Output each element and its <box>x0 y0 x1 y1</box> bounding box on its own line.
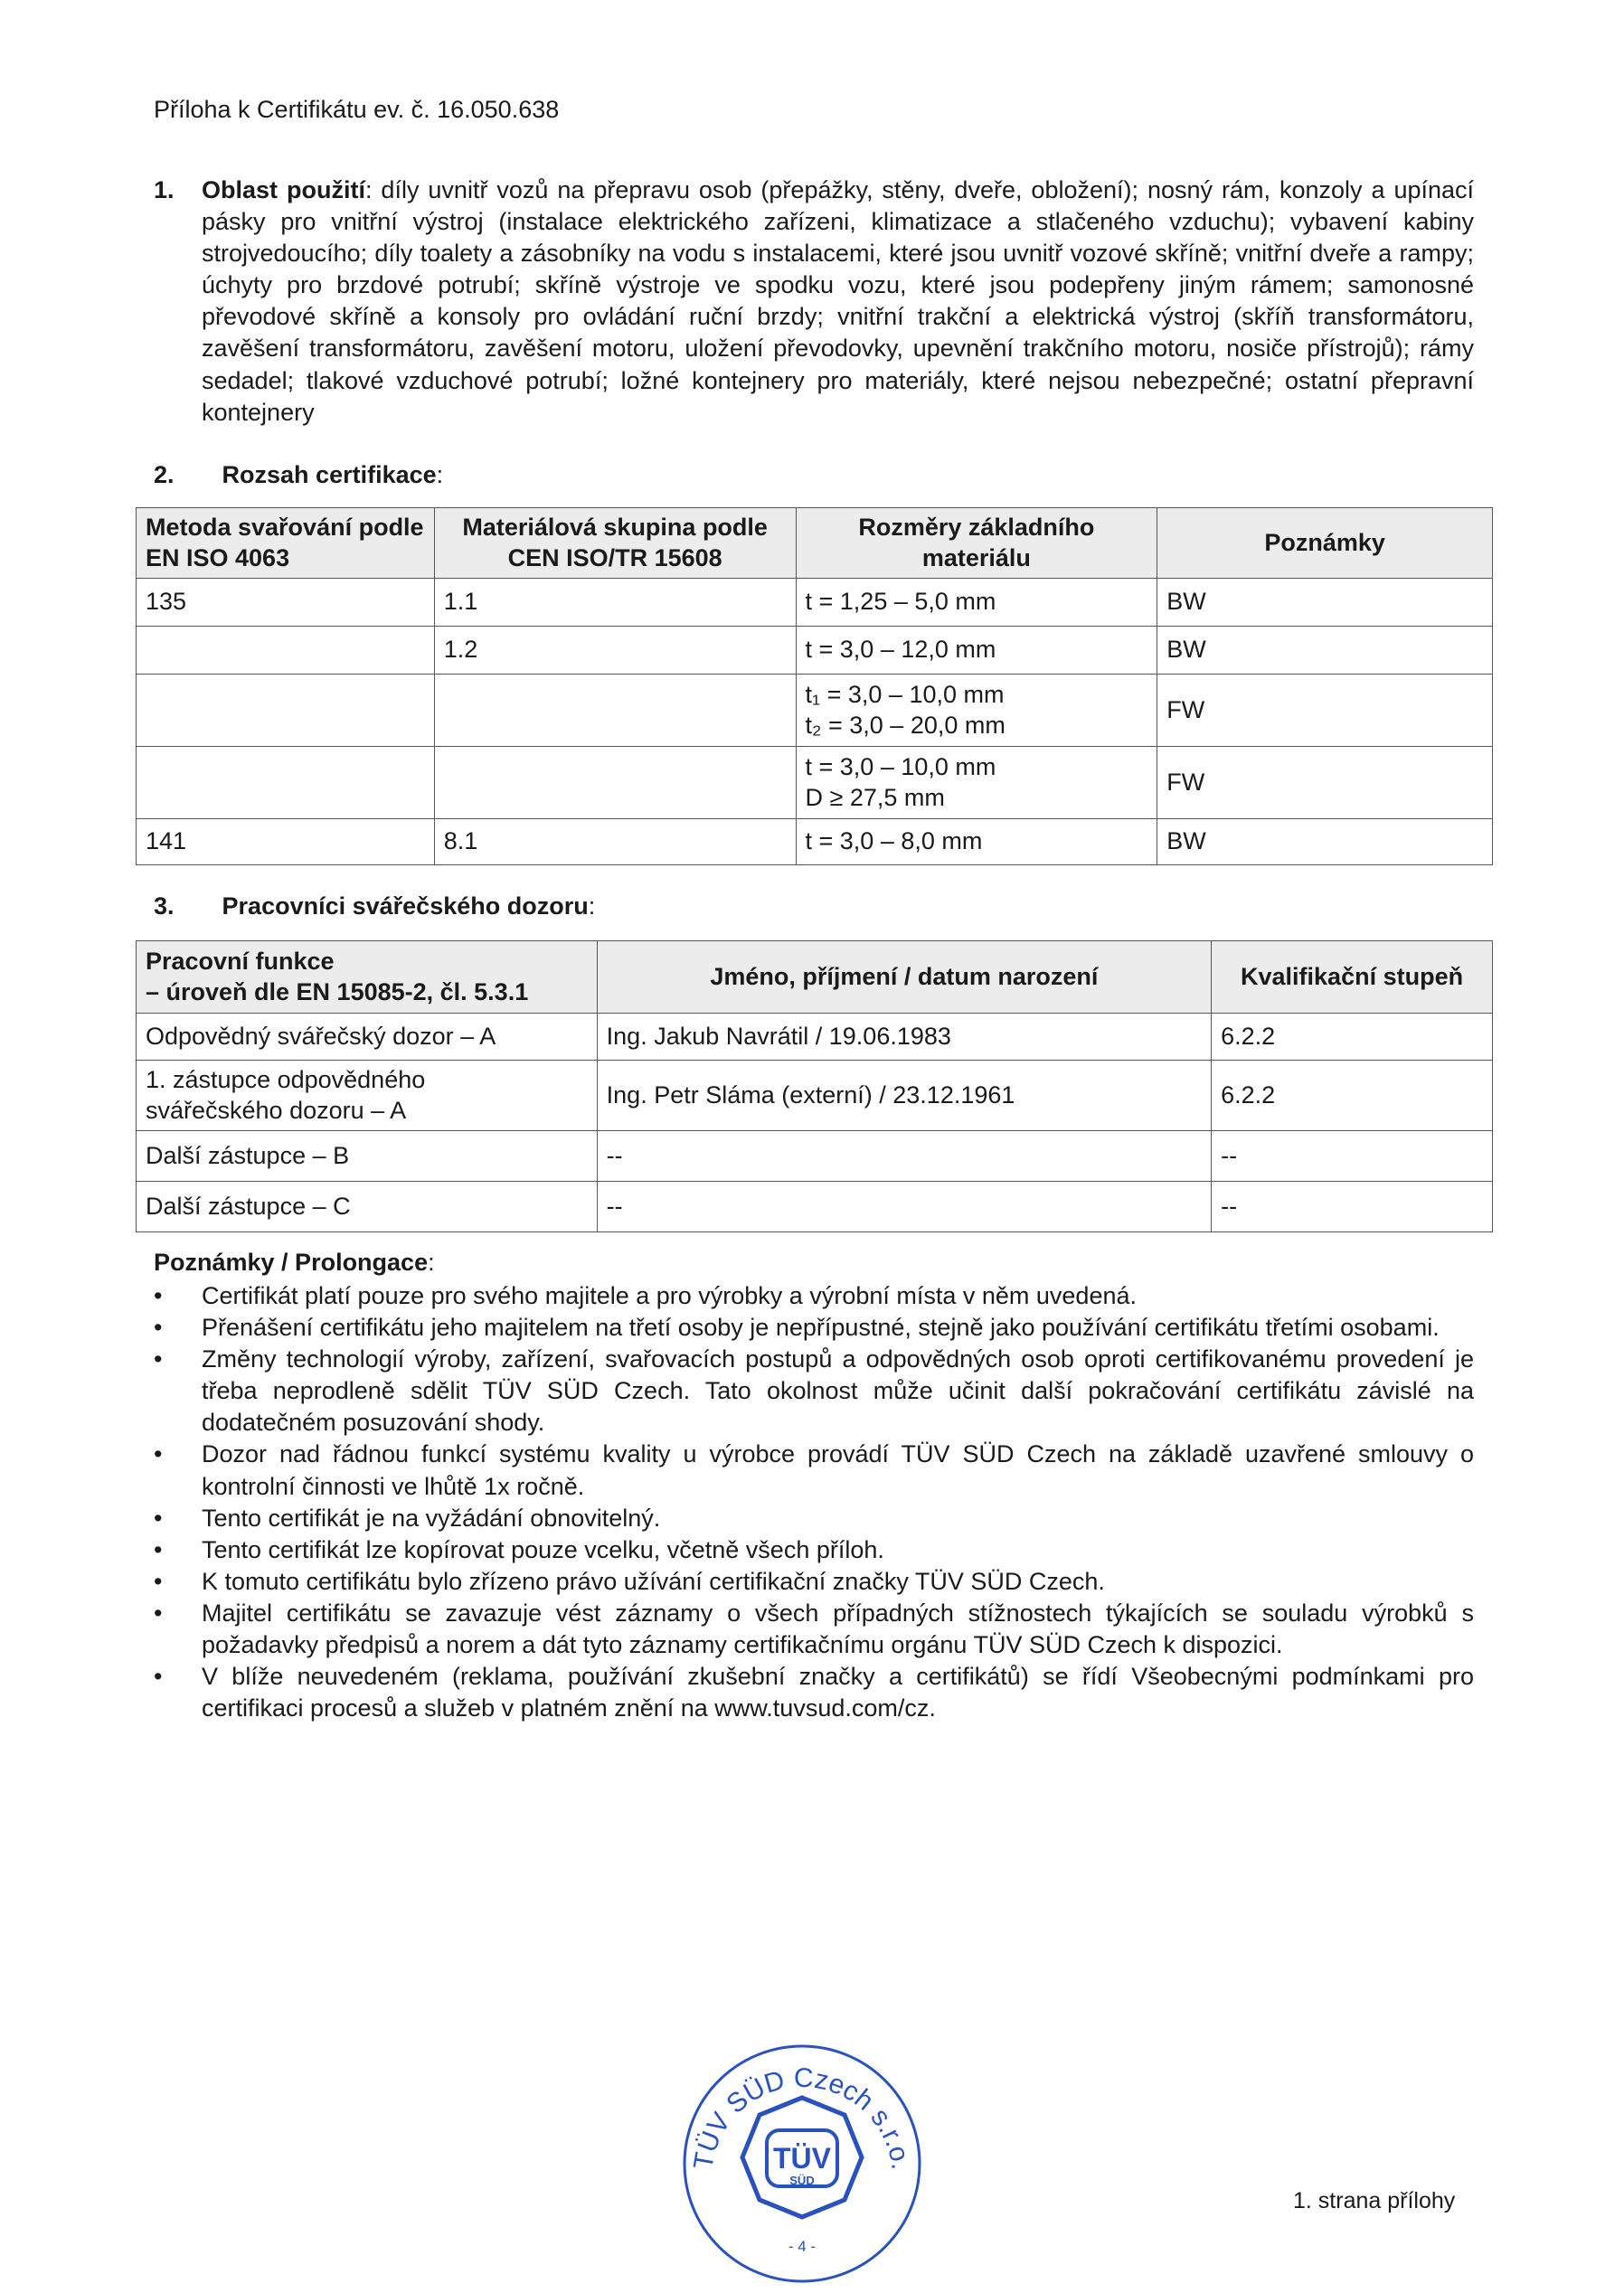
cell-method <box>137 627 435 675</box>
stamp-number: - 4 - <box>788 2238 817 2255</box>
note-text: Přenášení certifikátu jeho majitelem na třetí osoby je nepřípustné, stejně jako používání certifikátu třetími osobami. <box>202 1314 1440 1342</box>
notes-title: Poznámky / Prolongace <box>154 1249 429 1276</box>
table-row <box>137 819 1493 865</box>
certification-scope-table <box>136 507 1493 865</box>
cell-method: 135 <box>137 579 435 627</box>
notes-colon: : <box>428 1249 435 1276</box>
cell-dimensions <box>796 819 1157 865</box>
header-welding-method: Metoda svařování podle EN ISO 4063 <box>137 508 435 579</box>
cell-note: BW <box>1157 627 1493 675</box>
cell-function <box>137 1131 598 1182</box>
section-certification-scope-heading <box>154 459 443 491</box>
section-number: 1. <box>154 176 175 203</box>
dimension-line: D ≥ 27,5 mm <box>805 783 945 811</box>
stamp-logo-bottom: SÜD <box>789 2174 815 2187</box>
dimension-line: t₂ = 3,0 – 20,0 mm <box>805 711 1006 739</box>
section-title: Oblast použití <box>202 176 365 203</box>
header-material-group: Materiálová skupina podle CEN ISO/TR 15608 <box>434 508 796 579</box>
header-work-function <box>137 941 598 1014</box>
header-dimensions: Rozměry základního materiálu <box>796 508 1157 579</box>
function-line: Další zástupce – C <box>146 1192 351 1220</box>
cell-note: BW <box>1157 579 1493 627</box>
header-line: – úroveň dle EN 15085-2, čl. 5.3.1 <box>146 977 529 1005</box>
bullet: • <box>154 1440 163 1468</box>
notes-list <box>154 1280 1474 1724</box>
section-title: Pracovníci svářečského dozoru <box>222 892 589 920</box>
note-text: K tomuto certifikátu bylo zřízeno právo užívání certifikační značky TÜV SÜD Czech. <box>202 1567 1105 1595</box>
stamp-ring-textpath: TÜV SÜD Czech s.r.o. <box>688 2062 916 2172</box>
dimension-line: t = 3,0 – 12,0 mm <box>805 636 996 664</box>
stamp-logo-top: TÜV <box>773 2142 831 2175</box>
section-title: Rozsah certifikace <box>222 461 437 488</box>
notes-heading <box>154 1247 435 1279</box>
header-line: Pracovní funkce <box>146 947 335 975</box>
cell-method <box>137 675 435 747</box>
bullet: • <box>154 1345 163 1373</box>
document-header: Příloha k Certifikátu ev. č. 16.050.638 <box>154 96 560 123</box>
note-text: Tento certifikát lze kopírovat pouze vcelku, včetně všech příloh. <box>202 1535 884 1563</box>
table-row <box>137 627 1493 675</box>
bullet: • <box>154 1535 163 1563</box>
section-body: : díly uvnitř vozů na přepravu osob (přepážky, stěny, dveře, obložení); nosný rám, konzoly a upínací pásky pro vnitřní výstroj (instalace elektrického zařízeni, klimatizace a stlačeného vzduchu); vybavení kabiny strojvedoucího; díly toalety a zásobníky na vodu s instalacemi, které jsou uvnitř vozové skříně; vnitřní dveře a rampy; úchyty pro brzdové potrubí; skříně výstroje ve spodku vozu, které jsou podepřeny jiným rámem; samonosné převodové skříně a konsoly pro ovládání ruční brzdy; vnitřní trakční a elektrická výstroj (skříň transformátoru, zavěšení transformátoru, zavěšení motoru, uložení převodovky, upevnění trakčního motoru, nosiče přístrojů); rámy sedadel; tlakové vzduchové potrubí; ložné kontejnery pro materiály, které nejsou nebezpečné; ostatní přepravní kontejnery <box>202 176 1475 426</box>
cell-dimensions <box>796 747 1157 819</box>
bullet: • <box>154 1663 163 1691</box>
function-line: Odpovědný svářečský dozor – A <box>146 1022 496 1050</box>
cell-dimensions <box>796 579 1157 627</box>
note-text: Tento certifikát je na vyžádání obnovitelný. <box>202 1504 661 1532</box>
table-row <box>137 1131 1493 1182</box>
dimension-line: t = 3,0 – 8,0 mm <box>805 827 983 855</box>
bullet: • <box>154 1282 163 1309</box>
function-line: svářečského dozoru – A <box>146 1096 407 1124</box>
cell-group <box>434 675 796 747</box>
table-row <box>137 579 1493 627</box>
note-text: Majitel certifikátu se zavazuje vést záznamy o všech případných stížnostech týkajících se souladu výrobků s požadavky předpisů a norem a dát tyto záznamy certifikačnímu orgánu TÜV SÜD Czech k dispozici. <box>202 1599 1474 1659</box>
bullet: • <box>154 1599 163 1627</box>
dimension-line: t₁ = 3,0 – 10,0 mm <box>805 680 1005 708</box>
table-row <box>137 675 1493 747</box>
table-row <box>137 1014 1493 1061</box>
header-notes: Poznámky <box>1157 508 1493 579</box>
section-supervision-heading <box>154 891 595 922</box>
section-text <box>202 175 1474 429</box>
section-colon: : <box>436 461 444 488</box>
section-number: 3. <box>154 892 175 920</box>
bullet: • <box>154 1567 163 1595</box>
note-text: Certifikát platí pouze pro svého majitele a pro výrobky a výrobní místa v něm uvedená. <box>202 1282 1138 1309</box>
header-name-birthdate: Jméno, příjmení / datum narození <box>597 941 1211 1014</box>
cell-note: FW <box>1157 675 1493 747</box>
section-colon: : <box>588 892 596 920</box>
dimension-line: t = 3,0 – 10,0 mm <box>805 752 996 780</box>
list-item <box>154 1312 1474 1344</box>
list-item <box>154 1566 1474 1598</box>
cell-name: Ing. Petr Sláma (externí) / 23.12.1961 <box>597 1061 1211 1131</box>
list-item <box>154 1280 1474 1312</box>
cell-function <box>137 1014 598 1061</box>
dimension-line: t = 1,25 – 5,0 mm <box>805 588 996 616</box>
function-line: 1. zástupce odpovědného <box>146 1065 426 1093</box>
list-item <box>154 1661 1474 1724</box>
cell-function <box>137 1182 598 1232</box>
list-item <box>154 1344 1474 1439</box>
section-scope-of-use <box>154 175 1474 429</box>
cell-group <box>434 747 796 819</box>
note-text: Změny technologií výroby, zařízení, svařovacích postupů a odpovědných osob oproti certifikovanému provedení je třeba neprodleně sdělit TÜV SÜD Czech. Tato okolnost může učinit další pokračování certifikátu závislé na dodatečném posuzování shody. <box>202 1345 1474 1437</box>
cell-group: 1.1 <box>434 579 796 627</box>
bullet: • <box>154 1504 163 1532</box>
cell-name: -- <box>597 1182 1211 1232</box>
header-qualification: Kvalifikační stupeň <box>1212 941 1493 1014</box>
note-text: Dozor nad řádnou funkcí systému kvality u výrobce provádí TÜV SÜD Czech na základě uzavřené smlouvy o kontrolní činnosti ve lhůtě 1x ročně. <box>202 1440 1474 1500</box>
list-item <box>154 1598 1474 1661</box>
note-text: V blíže neuvedeném (reklama, používání zkušební značky a certifikátů) se řídí Všeobecnými podmínkami pro certifikaci procesů a služeb v platném znění na www.tuvsud.com/cz. <box>202 1663 1474 1722</box>
cell-group: 1.2 <box>434 627 796 675</box>
cell-dimensions <box>796 675 1157 747</box>
cell-level: 6.2.2 <box>1212 1014 1493 1061</box>
table-row <box>137 747 1493 819</box>
cell-level: -- <box>1212 1131 1493 1182</box>
list-item <box>154 1534 1474 1566</box>
page-footer: 1. strana přílohy <box>1293 2188 1456 2213</box>
function-line: Další zástupce – B <box>146 1141 350 1169</box>
cell-dimensions <box>796 627 1157 675</box>
cell-level: 6.2.2 <box>1212 1061 1493 1131</box>
table-row <box>137 1061 1493 1131</box>
cell-method <box>137 747 435 819</box>
tuv-sud-stamp <box>680 2042 924 2286</box>
cell-note: BW <box>1157 819 1493 865</box>
cell-method: 141 <box>137 819 435 865</box>
cell-group: 8.1 <box>434 819 796 865</box>
cell-name: Ing. Jakub Navrátil / 19.06.1983 <box>597 1014 1211 1061</box>
cell-function <box>137 1061 598 1131</box>
table-row <box>137 1182 1493 1232</box>
section-number: 2. <box>154 461 175 488</box>
list-item <box>154 1503 1474 1534</box>
list-item <box>154 1439 1474 1502</box>
supervision-personnel-table <box>136 940 1493 1232</box>
cell-level: -- <box>1212 1182 1493 1232</box>
cell-name: -- <box>597 1131 1211 1182</box>
cell-note: FW <box>1157 747 1493 819</box>
bullet: • <box>154 1314 163 1342</box>
